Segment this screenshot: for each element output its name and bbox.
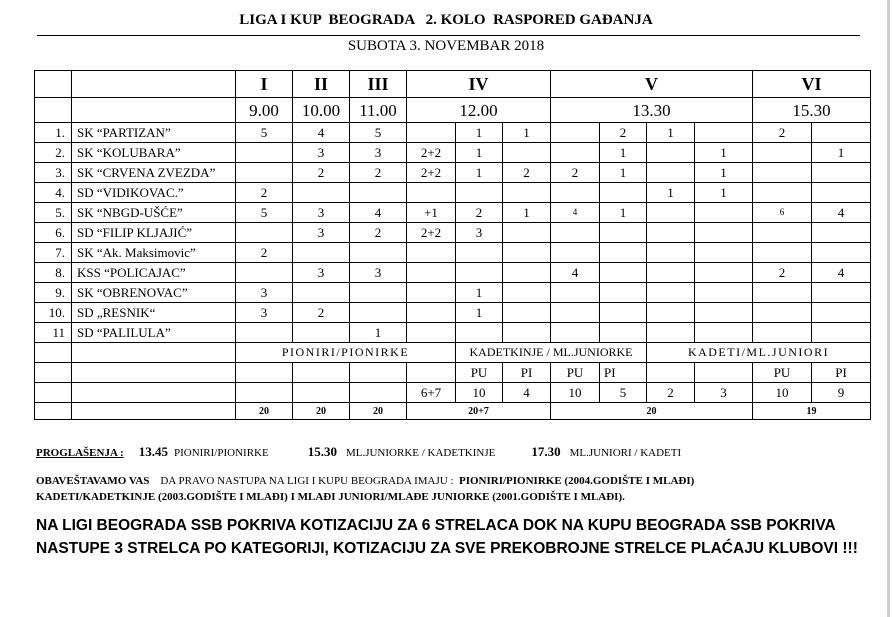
entry-cell: [551, 323, 600, 343]
entry-cell: [753, 183, 812, 203]
entry-cell: [753, 283, 812, 303]
entry-cell: 1: [695, 163, 753, 183]
sum-cell: 9: [812, 383, 871, 403]
entry-cell: [600, 183, 647, 203]
total-cell: 20: [293, 403, 350, 420]
round-label: VI: [753, 71, 871, 98]
category-pionir: PIONIRI/PIONIRKE: [236, 343, 456, 363]
entry-cell: [753, 143, 812, 163]
entry-cell: 1: [600, 143, 647, 163]
entry-cell: [812, 323, 871, 343]
entry-cell: [407, 323, 456, 343]
club-number: 9.: [35, 283, 72, 303]
entry-cell: 3: [293, 203, 350, 223]
page-edge: [887, 0, 890, 617]
entry-cell: [350, 283, 407, 303]
fee-notice: NA LIGI BEOGRADA SSB POKRIVA KOTIZACIJU ZA 6 STRELACA DOK NA KUPU BEOGRADA SSB POKRIVA NASTUPE 3 STRELCA PO KATEGORIJI, KOTIZACIJU ZA SVE PREKOBROJNE STRELCE PLAĆAJU KLUBOVI !!!: [36, 517, 858, 557]
entry-cell: 4: [293, 123, 350, 143]
club-row: [35, 303, 871, 323]
club-row: [35, 163, 871, 183]
round-time: 11.00: [350, 98, 407, 123]
entry-cell: [647, 223, 695, 243]
entry-cell: [407, 283, 456, 303]
club-number: 10.: [35, 303, 72, 323]
entry-cell: [407, 183, 456, 203]
entry-cell: 1: [600, 163, 647, 183]
entry-cell: 1: [456, 283, 503, 303]
entry-cell: 1: [456, 303, 503, 323]
entry-cell: 2: [753, 263, 812, 283]
entry-cell: [456, 263, 503, 283]
entry-cell: [350, 183, 407, 203]
entry-cell: [551, 143, 600, 163]
entry-cell: 3: [236, 303, 293, 323]
page-subtitle: SUBOTA 3. NOVEMBAR 2018: [347, 38, 545, 54]
entry-cell: [551, 243, 600, 263]
entry-cell: [350, 303, 407, 323]
club-row: [35, 203, 871, 223]
entry-cell: [647, 283, 695, 303]
club-name: SD “PALILULA”: [72, 323, 236, 343]
club-number: 1.: [35, 123, 72, 143]
round-time: 10.00: [293, 98, 350, 123]
entry-cell: [647, 143, 695, 163]
entry-cell: 2: [503, 163, 551, 183]
entry-cell: [695, 123, 753, 143]
entry-cell: [503, 303, 551, 323]
entry-cell: 6: [753, 203, 812, 223]
round-time: 15.30: [753, 98, 871, 123]
info-line1: DA PRAVO NASTUPA NA LIGI I KUPU BEOGRADA IMAJU :: [160, 475, 454, 487]
club-number: 8.: [35, 263, 72, 283]
entry-cell: 2: [236, 183, 293, 203]
entry-cell: [456, 243, 503, 263]
entry-cell: [695, 303, 753, 323]
category-kadetkinje: KADETKINJE / ML.JUNIORKE: [456, 343, 647, 363]
schedule-table: [34, 70, 871, 420]
entry-cell: 2: [350, 163, 407, 183]
entry-cell: [456, 183, 503, 203]
entry-cell: 1: [695, 143, 753, 163]
entry-cell: 4: [551, 263, 600, 283]
info-line1b: PIONIRI/PIONIRKE (2004.GODIŠTE I MLAĐI): [459, 475, 695, 487]
entry-cell: [293, 183, 350, 203]
entry-cell: 4: [551, 203, 600, 223]
round-time-row: [35, 98, 871, 123]
club-name: SK “OBRENOVAC”: [72, 283, 236, 303]
entry-cell: [753, 323, 812, 343]
entry-cell: [551, 303, 600, 323]
entry-cell: 2: [293, 303, 350, 323]
entry-cell: [407, 123, 456, 143]
proclamation-cats: ML.JUNIORI / KADETI: [569, 447, 682, 459]
round-time: 9.00: [236, 98, 293, 123]
sum-cell: 5: [600, 383, 647, 403]
entry-cell: [236, 263, 293, 283]
sum-row: [35, 383, 871, 403]
total-row: [35, 403, 871, 420]
club-number: 7.: [35, 243, 72, 263]
round-label: I: [236, 71, 293, 98]
sum-cell: 3: [695, 383, 753, 403]
entry-cell: [236, 223, 293, 243]
entry-cell: [753, 303, 812, 323]
entry-cell: [647, 203, 695, 223]
entry-cell: 1: [456, 163, 503, 183]
entry-cell: [695, 263, 753, 283]
entry-cell: 1: [350, 323, 407, 343]
entry-cell: 3: [293, 143, 350, 163]
entry-cell: +1: [407, 203, 456, 223]
entry-cell: [647, 263, 695, 283]
entry-cell: [293, 323, 350, 343]
entry-cell: 1: [647, 183, 695, 203]
proclamations-label: PROGLAŠENJA :: [36, 447, 124, 459]
sub-label: PU: [753, 363, 812, 383]
entry-cell: [456, 323, 503, 343]
round-time: 12.00: [407, 98, 551, 123]
page-title: LIGA I KUP BEOGRADA 2. KOLO RASPORED GAĐANJA: [239, 12, 653, 28]
entry-cell: 4: [350, 203, 407, 223]
entry-cell: [695, 203, 753, 223]
club-name: SK “PARTIZAN”: [72, 123, 236, 143]
proclamation-cats: ML.JUNIORKE / KADETKINJE: [345, 447, 496, 459]
entry-cell: [293, 283, 350, 303]
club-number: 4.: [35, 183, 72, 203]
category-kadeti: KADETI/ML.JUNIORI: [647, 343, 871, 363]
category-row: [35, 343, 871, 363]
entry-cell: 3: [350, 143, 407, 163]
entry-cell: [812, 163, 871, 183]
entry-cell: 1: [503, 203, 551, 223]
entry-cell: [503, 143, 551, 163]
round-label: IV: [407, 71, 551, 98]
entry-cell: [812, 303, 871, 323]
subcategory-row: [35, 363, 871, 383]
sub-label: PU: [456, 363, 503, 383]
entry-cell: [350, 243, 407, 263]
entry-cell: 1: [456, 123, 503, 143]
club-row: [35, 323, 871, 343]
entry-cell: [647, 163, 695, 183]
entry-cell: [695, 283, 753, 303]
entry-cell: 1: [456, 143, 503, 163]
entry-cell: 2: [236, 243, 293, 263]
entry-cell: 2+2: [407, 143, 456, 163]
entry-cell: [753, 243, 812, 263]
entry-cell: [551, 223, 600, 243]
entry-cell: 3: [456, 223, 503, 243]
sum-cell: 6+7: [407, 383, 456, 403]
entry-cell: [503, 323, 551, 343]
proclamations: [36, 444, 681, 460]
entry-cell: 4: [812, 263, 871, 283]
entry-cell: [600, 263, 647, 283]
club-number: 11: [35, 323, 72, 343]
entry-cell: [812, 223, 871, 243]
sub-label: PI: [600, 363, 647, 383]
entry-cell: [236, 163, 293, 183]
club-name: SK “Ak. Maksimovic”: [72, 243, 236, 263]
entry-cell: [503, 263, 551, 283]
total-cell: 19: [753, 403, 871, 420]
entry-cell: 2: [293, 163, 350, 183]
proclamation-time: 15.30: [307, 444, 337, 459]
entry-cell: 2: [551, 163, 600, 183]
proclamation-time: 17.30: [531, 444, 561, 459]
entry-cell: 2: [600, 123, 647, 143]
club-number: 2.: [35, 143, 72, 163]
entry-cell: [551, 283, 600, 303]
entry-cell: [753, 223, 812, 243]
entry-cell: [695, 223, 753, 243]
entry-cell: [236, 143, 293, 163]
entry-cell: [407, 243, 456, 263]
total-cell: 20: [551, 403, 753, 420]
sum-cell: 10: [753, 383, 812, 403]
info-lead: OBAVEŠTAVAMO VAS: [36, 475, 150, 487]
entry-cell: [503, 183, 551, 203]
entry-cell: 2: [753, 123, 812, 143]
entry-cell: [407, 263, 456, 283]
round-label: III: [350, 71, 407, 98]
entry-cell: [647, 323, 695, 343]
entry-cell: 1: [695, 183, 753, 203]
info-line2: KADETI/KADETKINJE (2003.GODIŠTE I MLAĐI) I MLAĐI JUNIORI/MLAĐE JUNIORKE (2001.GODIŠTE I MLAĐI).: [36, 491, 625, 503]
entry-cell: [551, 183, 600, 203]
club-name: SD „RESNIK“: [72, 303, 236, 323]
entry-cell: [407, 303, 456, 323]
sum-cell: 2: [647, 383, 695, 403]
entry-cell: [503, 243, 551, 263]
entry-cell: [695, 243, 753, 263]
total-cell: 20+7: [407, 403, 551, 420]
entry-cell: 5: [350, 123, 407, 143]
club-name: SD “FILIP KLJAJIĆ”: [72, 223, 236, 243]
proclamation-cats: PIONIRI/PIONIRKE: [173, 447, 269, 459]
total-cell: 20: [350, 403, 407, 420]
entry-cell: [551, 123, 600, 143]
proclamation-time: 13.45: [138, 444, 168, 459]
round-time: 13.30: [551, 98, 753, 123]
entry-cell: 3: [350, 263, 407, 283]
club-name: SK “NBGD-UŠĆE”: [72, 203, 236, 223]
entry-cell: 2+2: [407, 223, 456, 243]
entry-cell: [600, 223, 647, 243]
eligibility-info: [36, 473, 694, 505]
club-row: [35, 243, 871, 263]
club-name: SK “KOLUBARA”: [72, 143, 236, 163]
entry-cell: 2: [456, 203, 503, 223]
club-name: KSS “POLICAJAC”: [72, 263, 236, 283]
entry-cell: [695, 323, 753, 343]
round-label: V: [551, 71, 753, 98]
entry-cell: 1: [812, 143, 871, 163]
round-header-row: [35, 71, 871, 98]
sub-label: PU: [551, 363, 600, 383]
entry-cell: [236, 323, 293, 343]
sum-cell: 4: [503, 383, 551, 403]
club-name: SD “VIDIKOVAC.”: [72, 183, 236, 203]
entry-cell: 1: [600, 203, 647, 223]
sum-cell: 10: [551, 383, 600, 403]
entry-cell: [812, 123, 871, 143]
club-name: SK “CRVENA ZVEZDA”: [72, 163, 236, 183]
entry-cell: [600, 323, 647, 343]
sub-label: PI: [812, 363, 871, 383]
club-row: [35, 183, 871, 203]
entry-cell: 1: [503, 123, 551, 143]
entry-cell: [647, 303, 695, 323]
entry-cell: [753, 163, 812, 183]
entry-cell: [647, 243, 695, 263]
entry-cell: 4: [812, 203, 871, 223]
club-row: [35, 143, 871, 163]
round-label: II: [293, 71, 350, 98]
title-rule: [37, 35, 860, 36]
club-row: [35, 283, 871, 303]
entry-cell: 3: [293, 263, 350, 283]
entry-cell: [600, 243, 647, 263]
club-row: [35, 263, 871, 283]
club-row: [35, 223, 871, 243]
sub-label: PI: [503, 363, 551, 383]
entry-cell: 5: [236, 203, 293, 223]
club-number: 3.: [35, 163, 72, 183]
total-cell: 20: [236, 403, 293, 420]
club-number: 6.: [35, 223, 72, 243]
entry-cell: 3: [293, 223, 350, 243]
entry-cell: 2: [350, 223, 407, 243]
entry-cell: [600, 283, 647, 303]
entry-cell: 5: [236, 123, 293, 143]
club-row: [35, 123, 871, 143]
entry-cell: [812, 183, 871, 203]
club-number: 5.: [35, 203, 72, 223]
entry-cell: 1: [647, 123, 695, 143]
entry-cell: [503, 283, 551, 303]
entry-cell: [503, 223, 551, 243]
entry-cell: 2+2: [407, 163, 456, 183]
sum-cell: 10: [456, 383, 503, 403]
entry-cell: [812, 283, 871, 303]
entry-cell: [812, 243, 871, 263]
entry-cell: [600, 303, 647, 323]
entry-cell: 3: [236, 283, 293, 303]
entry-cell: [293, 243, 350, 263]
